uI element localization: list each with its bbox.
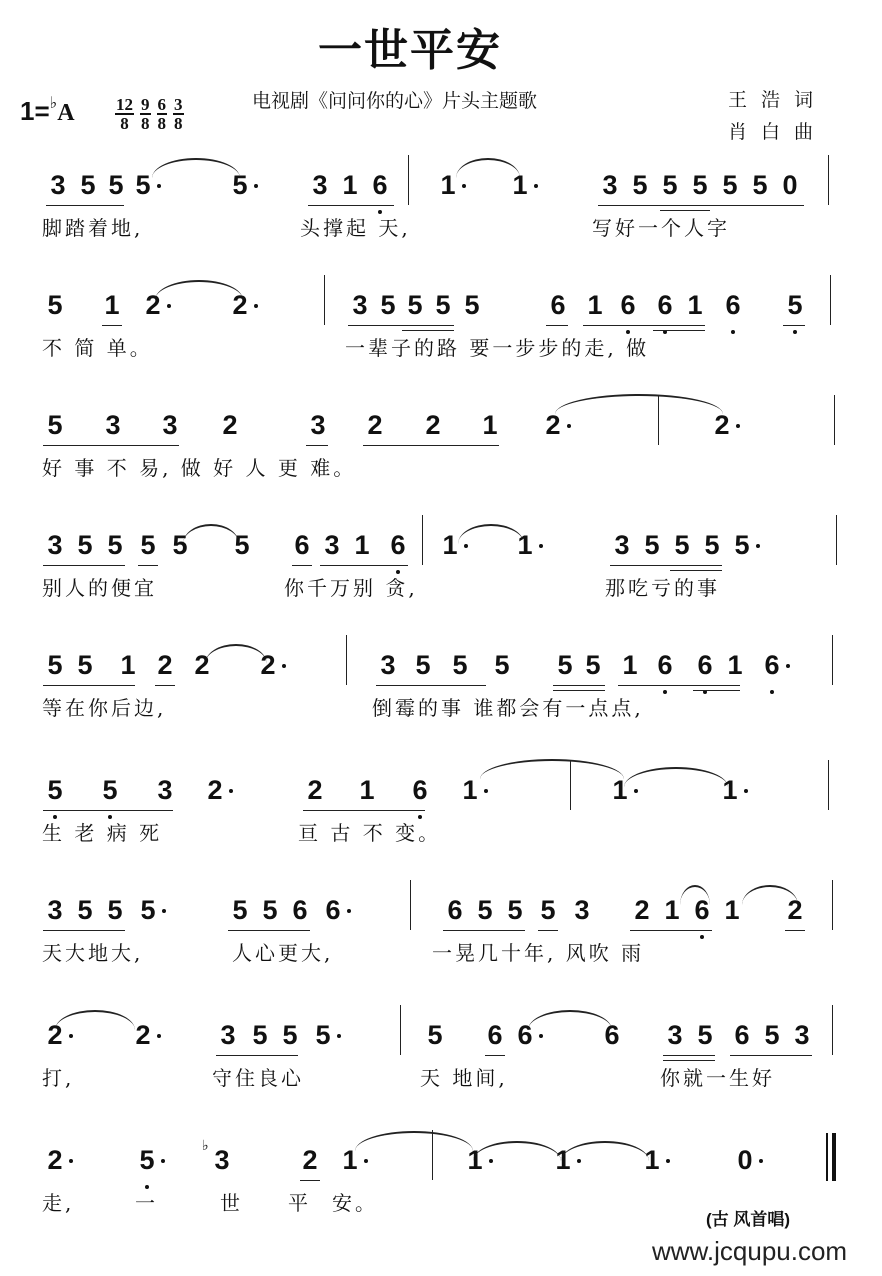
note: 2 [302, 1145, 318, 1175]
note: 5 [464, 290, 480, 320]
underline-beam [663, 1055, 715, 1056]
key-prefix: 1= [20, 96, 50, 126]
note: 5 [232, 895, 248, 925]
bar-line [400, 1005, 401, 1055]
note: 5 [108, 170, 124, 200]
bar-line [828, 760, 829, 810]
lyric-text: 别人的便宜 [42, 576, 157, 600]
note: 1 [587, 290, 603, 320]
underline-beam [320, 565, 408, 566]
underline-beam [670, 570, 722, 571]
note: 2 [205, 775, 225, 806]
note: 1 [438, 170, 458, 201]
underline-beam [618, 685, 740, 686]
note: 1 [440, 530, 460, 561]
note: 3 [47, 895, 63, 925]
lyric-text: 走, [42, 1191, 75, 1215]
final-barline-thick [832, 1133, 836, 1181]
lyric-text: 亘 古 不 变。 [298, 821, 442, 845]
slur-arc [205, 644, 267, 664]
note: 2 [367, 410, 383, 440]
note: 6 [550, 290, 566, 320]
underline-beam [102, 325, 122, 326]
note: 6 [734, 1020, 750, 1050]
note: 5 [47, 650, 63, 680]
underline-beam [303, 810, 425, 811]
slur-arc [528, 1010, 612, 1030]
note: 5 [692, 170, 708, 200]
note: 1 [465, 1145, 485, 1176]
note: 2 [194, 650, 210, 680]
augmentation-dot [567, 424, 571, 428]
note: 0 [782, 170, 798, 200]
underline-beam [610, 565, 722, 566]
underline-beam [43, 930, 125, 931]
note: 3 [794, 1020, 810, 1050]
note: 6 [604, 1020, 620, 1050]
bar-line [832, 1005, 833, 1055]
note: 5 [764, 1020, 780, 1050]
augmentation-dot [484, 789, 488, 793]
lyric-text: 世 [220, 1191, 243, 1215]
note: 2 [45, 1145, 65, 1176]
augmentation-dot [539, 544, 543, 548]
underline-beam [43, 685, 135, 686]
slur-arc [480, 759, 624, 779]
note: 5 [415, 650, 431, 680]
note: 6 [618, 290, 638, 321]
note: 5 [133, 170, 153, 201]
underline-beam [155, 685, 175, 686]
note: 1 [720, 775, 740, 806]
augmentation-dot [337, 1034, 341, 1038]
underline-beam [306, 445, 328, 446]
augmentation-dot [462, 184, 466, 188]
note: 5 [557, 650, 573, 680]
augmentation-dot [69, 1159, 73, 1163]
augmentation-dot [539, 1034, 543, 1038]
note: 3 [614, 530, 630, 560]
augmentation-dot [162, 909, 166, 913]
bar-line [836, 515, 837, 565]
note: 2 [425, 410, 441, 440]
note: 6 [292, 895, 308, 925]
lyric-text: 生 老 病 死 [42, 821, 163, 845]
augmentation-dot [364, 1159, 368, 1163]
note: 2 [230, 290, 250, 321]
note: 6 [692, 895, 712, 926]
lyric-text: 一 [135, 1191, 158, 1215]
note: 5 [262, 895, 278, 925]
note: 3 [47, 530, 63, 560]
note: 5 [507, 895, 523, 925]
score-line-7 [0, 875, 882, 995]
note: 5 [452, 650, 468, 680]
underline-beam [363, 445, 499, 446]
note: 2 [222, 410, 238, 440]
underline-beam [660, 210, 710, 211]
augmentation-dot [756, 544, 760, 548]
slur-arc [680, 885, 710, 905]
augmentation-dot [666, 1159, 670, 1163]
note: 3 [162, 410, 178, 440]
slur-arc [555, 394, 723, 414]
composer: 肖白曲 [728, 121, 828, 143]
note: 6 [695, 650, 715, 681]
flat-icon: ♭ [49, 95, 58, 112]
underline-beam [730, 1055, 812, 1056]
underline-beam [308, 205, 394, 206]
lyric-text: 人心更大, [232, 941, 334, 965]
lyric-text: 等在你后边, [42, 696, 167, 720]
lyric-text: 脚踏着地, [42, 216, 144, 240]
note: 1 [687, 290, 703, 320]
bar-line [832, 880, 833, 930]
note: 5 [313, 1020, 333, 1051]
low-octave-dot [663, 690, 667, 694]
note: 2 [787, 895, 803, 925]
note: 1 [460, 775, 480, 806]
lyric-text: 守住良心 [212, 1066, 304, 1090]
note: 3 [324, 530, 340, 560]
note: 3 [602, 170, 618, 200]
final-barline-thin [826, 1133, 828, 1181]
underline-beam [785, 930, 805, 931]
note: 1 [359, 775, 375, 805]
note: 1 [104, 290, 120, 320]
augmentation-dot [736, 424, 740, 428]
note: 1 [510, 170, 530, 201]
lyric-text: 安。 [332, 1191, 378, 1215]
note: 3 [380, 650, 396, 680]
underline-beam [402, 330, 454, 331]
lyric-text: 头撑起 天, [300, 216, 411, 240]
note: 5 [427, 1020, 443, 1050]
slur-arc [55, 1010, 135, 1030]
note: 5 [172, 530, 188, 560]
note: 1 [610, 775, 630, 806]
underline-beam [43, 810, 173, 811]
note: 1 [340, 1145, 360, 1176]
lyric-text: 天大地大, [42, 941, 144, 965]
underline-beam [653, 330, 705, 331]
note: 5 [107, 895, 123, 925]
lyric-text: 好 事 不 易, 做 好 人 更 难。 [42, 456, 357, 480]
underline-beam [138, 565, 158, 566]
note: 2 [634, 895, 650, 925]
time-signatures [115, 96, 184, 132]
song-title: 一世平安 [318, 25, 502, 76]
note: 5 [77, 650, 93, 680]
note: 6 [323, 895, 343, 926]
underline-beam [43, 445, 179, 446]
bar-line [324, 275, 325, 325]
note: 6 [410, 775, 430, 806]
slur-arc [561, 1141, 649, 1161]
note: 5 [697, 1020, 713, 1050]
slur-arc [473, 1141, 561, 1161]
note: 6 [655, 650, 675, 681]
bar-line [346, 635, 347, 685]
augmentation-dot [759, 1159, 763, 1163]
underline-beam [598, 205, 804, 206]
note: 5 [644, 530, 660, 560]
note: 3 [50, 170, 66, 200]
score-line-3 [0, 390, 882, 510]
note: 1 [727, 650, 743, 680]
score-line-4 [0, 510, 882, 630]
note: 5 [704, 530, 720, 560]
score-line-6 [0, 755, 882, 875]
note: 1 [515, 530, 535, 561]
augmentation-dot [229, 789, 233, 793]
note: 3 [310, 410, 326, 440]
lyric-text: 一晃几十年, 风吹 雨 [432, 941, 645, 965]
underline-beam [46, 205, 124, 206]
lyricist: 王浩词 [728, 89, 828, 111]
lyric-text: 不 简 单。 [42, 336, 153, 360]
meter-9-8: $\frac{9}{8}$ [141, 95, 150, 133]
underline-beam [485, 1055, 505, 1056]
note: 5 [540, 895, 556, 925]
note: 6 [294, 530, 310, 560]
underline-beam [630, 930, 712, 931]
note: 3 [574, 895, 590, 925]
note: 2 [143, 290, 163, 321]
bar-line [832, 635, 833, 685]
note: 5 [100, 775, 120, 806]
augmentation-dot [534, 184, 538, 188]
bar-line [830, 275, 831, 325]
underline-beam [546, 325, 568, 326]
note: 2 [45, 1020, 65, 1051]
key-letter: A [57, 100, 75, 126]
note: 5 [230, 170, 250, 201]
note: 1 [622, 650, 638, 680]
note: 2 [307, 775, 323, 805]
underline-beam [693, 690, 740, 691]
note: 6 [515, 1020, 535, 1051]
augmentation-dot [69, 1034, 73, 1038]
note: 3 [220, 1020, 236, 1050]
augmentation-dot [744, 789, 748, 793]
note: 1 [120, 650, 136, 680]
score-line-2 [0, 270, 882, 390]
flat-icon: ♭ [202, 1137, 209, 1153]
underline-beam [348, 325, 454, 326]
lyric-text: 一辈子的路 要一步步的走, 做 [345, 336, 650, 360]
score-line-8 [0, 1000, 882, 1120]
note: 6 [487, 1020, 503, 1050]
note: 5 [494, 650, 510, 680]
note: 5 [80, 170, 96, 200]
slur-arc [152, 158, 240, 178]
lyric-text: 你就一生好 [660, 1066, 775, 1090]
note: 6 [370, 170, 390, 201]
augmentation-dot [157, 1034, 161, 1038]
note: 6 [762, 650, 782, 681]
note: 6 [723, 290, 743, 321]
note: 3 [157, 775, 173, 805]
bar-line [828, 155, 829, 205]
note: 5 [77, 530, 93, 560]
low-octave-dot [700, 935, 704, 939]
augmentation-dot [161, 1159, 165, 1163]
note: 5 [407, 290, 423, 320]
note: 5 [140, 530, 156, 560]
score-line-1 [0, 150, 882, 270]
underline-beam [443, 930, 525, 931]
note: 1 [553, 1145, 573, 1176]
note: 0 [735, 1145, 755, 1176]
note: 5 [107, 530, 123, 560]
note: 5 [234, 530, 250, 560]
note: 3 [105, 410, 121, 440]
underline-beam [376, 685, 486, 686]
slur-arc [458, 524, 524, 544]
note: 5 [732, 530, 752, 561]
underline-beam [300, 1180, 320, 1181]
note: 6 [447, 895, 463, 925]
underline-beam [538, 930, 558, 931]
meter-12-8: $\frac{12}{8}$ [116, 95, 133, 133]
score-line-5 [0, 630, 882, 750]
meter-3-8: $\frac{3}{8}$ [174, 95, 183, 133]
augmentation-dot [167, 304, 171, 308]
note: 5 [722, 170, 738, 200]
lyric-text: 平 [288, 1191, 311, 1215]
low-octave-dot [770, 690, 774, 694]
note: 5 [674, 530, 690, 560]
website-watermark: www.jcqupu.com [652, 1236, 848, 1266]
note: 2 [157, 650, 173, 680]
credits [728, 84, 827, 148]
note: 1 [724, 895, 740, 925]
augmentation-dot [464, 544, 468, 548]
lyric-text: 天 地间, [420, 1066, 508, 1090]
note: 1 [342, 170, 358, 200]
underline-beam [583, 325, 705, 326]
note: 5 [662, 170, 678, 200]
meter-6-8: $\frac{6}{8}$ [157, 95, 166, 133]
underline-beam [553, 685, 605, 686]
note: 2 [258, 650, 278, 681]
note: 1 [664, 895, 680, 925]
slur-arc [355, 1131, 473, 1151]
note: 3 ♭ [202, 1137, 230, 1175]
key-signature [20, 96, 75, 127]
augmentation-dot [634, 789, 638, 793]
note: 5 [47, 290, 63, 320]
note: 5 [752, 170, 768, 200]
note: 5 [380, 290, 396, 320]
underline-beam [292, 565, 312, 566]
subtitle: 电视剧《问问你的心》片头主题歌 [252, 90, 538, 112]
underline-beam [783, 325, 805, 326]
note: 1 [482, 410, 498, 440]
augmentation-dot [786, 664, 790, 668]
note: 1 [642, 1145, 662, 1176]
slur-arc [742, 885, 798, 905]
bar-line [408, 155, 409, 205]
augmentation-dot [254, 184, 258, 188]
singer-credit: (古 风首唱) [706, 1210, 791, 1229]
augmentation-dot [282, 664, 286, 668]
bar-line [422, 515, 423, 565]
lyric-text: 打, [42, 1066, 75, 1090]
note: 5 [282, 1020, 298, 1050]
note: 5 [47, 410, 63, 440]
slur-arc [456, 158, 520, 178]
underline-beam [228, 930, 310, 931]
slur-arc [155, 280, 243, 300]
note: 3 [667, 1020, 683, 1050]
augmentation-dot [157, 184, 161, 188]
note: 5 [632, 170, 648, 200]
note: 5 [435, 290, 451, 320]
slur-arc [183, 524, 239, 544]
note: 5 [252, 1020, 268, 1050]
note: 5 [477, 895, 493, 925]
lyric-text: 倒霉的事 谁都会有一点点, [372, 696, 644, 720]
note: 5 [77, 895, 93, 925]
low-octave-dot [793, 330, 797, 334]
note: 5 [137, 1145, 157, 1176]
note: 5 [45, 775, 65, 806]
note: 6 [388, 530, 408, 561]
note: 6 [655, 290, 675, 321]
lyric-text: 写好一个人字 [592, 216, 730, 240]
note: 2 [133, 1020, 153, 1051]
note: 5 [138, 895, 158, 926]
augmentation-dot [254, 304, 258, 308]
underline-beam [43, 565, 125, 566]
lyric-text: 你千万别 贪, [284, 576, 418, 600]
underline-beam [663, 1060, 715, 1061]
underline-beam [553, 690, 605, 691]
note: 1 [354, 530, 370, 560]
lyric-text: 那吃亏的事 [605, 576, 720, 600]
note: 2 [712, 410, 732, 441]
bar-line [410, 880, 411, 930]
low-octave-dot [731, 330, 735, 334]
bar-line [834, 395, 835, 445]
underline-beam [216, 1055, 298, 1056]
note: 2 [543, 410, 563, 441]
note: 5 [585, 650, 601, 680]
note: 5 [785, 290, 805, 321]
slur-arc [624, 767, 728, 787]
note: 3 [352, 290, 368, 320]
augmentation-dot [347, 909, 351, 913]
note: 3 [312, 170, 328, 200]
